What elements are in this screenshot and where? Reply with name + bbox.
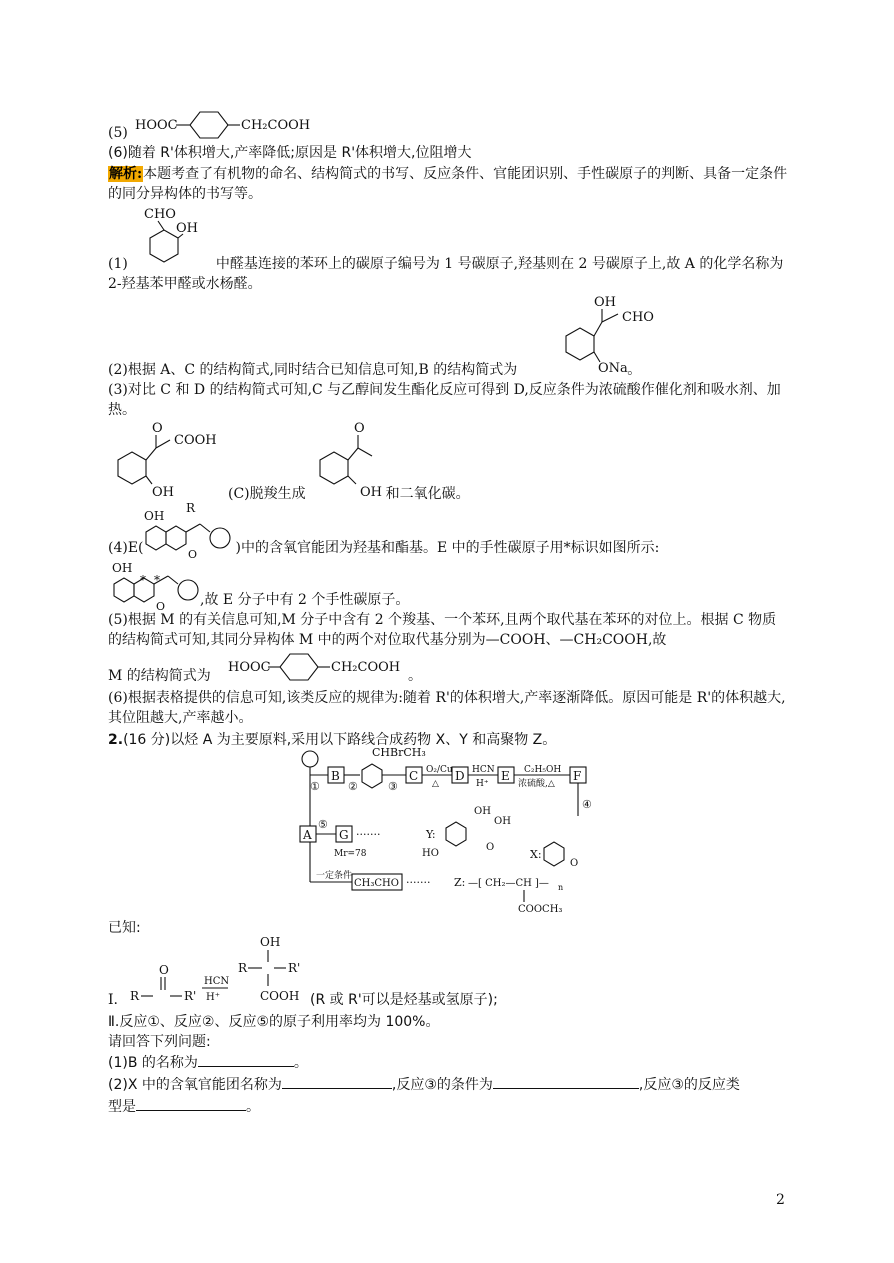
analysis-2 xyxy=(108,360,641,380)
c-oh-text: OH xyxy=(152,485,174,500)
chiral-star-2: * xyxy=(154,573,160,587)
p4-text: )中的含氧官能团为羟基和酯基。E 中的手性碳原子用*标识如图所示: xyxy=(235,540,660,556)
question-2 xyxy=(108,730,556,750)
known-reaction-i xyxy=(108,930,328,1010)
ask-2-end: 。 xyxy=(246,1099,260,1115)
hplus-scheme: H⁺ xyxy=(476,779,489,789)
delta-1: △ xyxy=(432,779,439,789)
scheme-d: D xyxy=(455,769,465,783)
p3b-mid: (C)脱羧生成 xyxy=(228,486,306,502)
reaction-4: ④ xyxy=(582,798,592,811)
condition-text: 一定条件 xyxy=(316,871,353,881)
ask-2a: (2)X 中的含氧官能团名称为 xyxy=(108,1077,282,1093)
synthesis-scheme xyxy=(290,748,620,918)
z-label: Z: xyxy=(454,876,466,889)
analysis-4 xyxy=(108,538,788,558)
oh-text: OH xyxy=(176,221,198,236)
analysis-3b xyxy=(228,484,470,504)
ask-1-end: 。 xyxy=(293,1055,308,1071)
m-hooc-text: HOOC xyxy=(228,660,271,675)
analysis-5b-end: 。 xyxy=(408,668,422,684)
z-n: n xyxy=(558,883,564,892)
question-2-number: 2. xyxy=(108,732,124,748)
ki-rprime2-text: R' xyxy=(288,961,301,975)
hooc-text: HOOC xyxy=(135,118,178,133)
answer-blank-1[interactable] xyxy=(198,1052,294,1067)
answer-blank-2[interactable] xyxy=(282,1074,392,1089)
c-cooh-text: COOH xyxy=(174,433,217,448)
e2-oh-text: OH xyxy=(112,561,133,575)
analysis-1 xyxy=(108,254,788,294)
x-label: X: xyxy=(530,848,542,861)
reaction-2: ② xyxy=(348,780,358,793)
analysis-3: (3)对比 C 和 D 的结构简式可知,C 与乙醇间发生酯化反应可得到 D,反应条件为浓硫酸作催化剂和吸水剂、加热。 xyxy=(108,382,781,418)
ask-2b: ,反应③的条件为 xyxy=(391,1077,493,1093)
analysis-5b: M 的结构简式为 xyxy=(108,668,211,684)
answer-6: (6)随着 R'体积增大,产率降低;原因是 R'体积增大,位阻增大 xyxy=(108,145,472,161)
b-cho-text: CHO xyxy=(622,310,654,325)
structure-e-chiral xyxy=(108,558,208,614)
b-oh-text: OH xyxy=(594,295,616,310)
ki-r2-text: R xyxy=(238,961,248,975)
ch3cho-text: CH₃CHO xyxy=(354,878,399,889)
p1-label: (1) xyxy=(108,256,128,272)
e-r-text: R xyxy=(186,501,196,515)
y-oh2-text: OH xyxy=(494,816,511,827)
answer-5-label: (5) xyxy=(108,125,128,141)
known-i-label: Ⅰ. xyxy=(108,992,118,1008)
cooch3-text: COOCH₃ xyxy=(518,904,563,915)
known-ii: Ⅱ.反应①、反应②、反应⑤的原子利用率均为 100%。 xyxy=(108,1014,440,1030)
c2h5oh-text: C₂H₅OH xyxy=(524,765,562,775)
ask-2c: ,反应③的反应类 xyxy=(638,1077,740,1093)
scheme-f: F xyxy=(573,769,582,783)
x-o-text: O xyxy=(570,858,579,869)
y-ho-text: HO xyxy=(422,848,439,859)
y-oh1-text: OH xyxy=(474,806,491,817)
ki-cooh-text: COOH xyxy=(260,989,300,1003)
scheme-b: B xyxy=(331,769,340,783)
analysis-6: (6)根据表格提供的信息可知,该类反应的规律为:随着 R'的体积增大,产率逐渐降低。原因可能是 R'的体积越大,其位阻越大,产率越小。 xyxy=(108,690,786,726)
known-i-note: (R 或 R'可以是烃基或氢原子); xyxy=(310,992,498,1008)
dots-1: ······· xyxy=(356,828,381,841)
analysis-intro xyxy=(108,164,788,204)
y-o-text: O xyxy=(486,842,495,853)
chbrch3-text: CHBrCH₃ xyxy=(372,746,426,759)
ki-hplus-text: H⁺ xyxy=(206,992,220,1003)
c-o-text: O xyxy=(152,421,163,436)
p1-text: 中醛基连接的苯环上的碳原子编号为 1 号碳原子,羟基则在 2 号碳原子上,故 A 的化学名称为 2-羟基苯甲醛或水杨醛。 xyxy=(108,256,784,292)
ask-2d: 型是 xyxy=(108,1099,136,1115)
ona-text: ONa xyxy=(598,361,628,376)
ki-rprime-text: R' xyxy=(184,989,197,1003)
scheme-e: E xyxy=(501,769,510,783)
e-o-text: O xyxy=(188,548,198,561)
analysis-4b: ,故 E 分子中有 2 个手性碳原子。 xyxy=(200,592,410,608)
answer-blank-3[interactable] xyxy=(493,1074,639,1089)
ki-r-text: R xyxy=(130,989,140,1003)
ask-2-cont xyxy=(108,1096,260,1117)
known-label: 已知: xyxy=(108,920,141,936)
ki-oh-text: OH xyxy=(260,935,281,949)
analysis-tag: 解析: xyxy=(109,166,143,182)
m-ch2cooh-text: CH₂COOH xyxy=(331,660,401,675)
scheme-g: G xyxy=(339,828,349,842)
scheme-a: A xyxy=(303,828,312,842)
ch2cooh-text: CH₂COOH xyxy=(241,118,311,133)
ask-intro: 请回答下列问题: xyxy=(108,1034,211,1050)
h2so4-text: 浓硫酸,△ xyxy=(518,779,555,789)
analysis-5: (5)根据 M 的有关信息可知,M 分子中含有 2 个羧基、一个苯环,且两个取代基在苯环的对位上。根据 C 物质的结构简式可知,其同分异构体 M 中的两个对位取代基分别为—COOH、—CH₂COOH,故 xyxy=(108,612,777,648)
reaction-1: ① xyxy=(310,780,320,793)
answer-blank-4[interactable] xyxy=(136,1096,246,1111)
ask-1-text: (1)B 的名称为 xyxy=(108,1055,198,1071)
e2-o-text: O xyxy=(156,600,166,613)
chiral-star-1: * xyxy=(140,573,146,587)
ask-1 xyxy=(108,1052,308,1073)
structure-m-answer xyxy=(130,108,350,142)
o2cu-text: O₂/Cu xyxy=(426,765,453,775)
mr-text: Mr=78 xyxy=(334,849,367,859)
e-oh-text: OH xyxy=(144,509,165,523)
y-label: Y: xyxy=(426,828,436,841)
structure-m xyxy=(226,650,426,684)
structure-c xyxy=(108,420,218,502)
p4-pre: (4)E( xyxy=(108,540,144,556)
cho-text: CHO xyxy=(144,207,176,222)
page-number: 2 xyxy=(776,1192,785,1208)
p3b-end: 和二氧化碳。 xyxy=(385,486,470,502)
ki-hcn-text: HCN xyxy=(204,976,230,987)
hcn-scheme: HCN xyxy=(472,765,495,775)
question-2-text: (16 分)以烃 A 为主要原料,采用以下路线合成药物 X、Y 和高聚物 Z。 xyxy=(123,732,557,748)
dots-2: ······· xyxy=(406,876,431,889)
p2-text: (2)根据 A、C 的结构简式,同时结合已知信息可知,B 的结构简式为 xyxy=(108,362,518,378)
reaction-3: ③ xyxy=(388,780,398,793)
ask-2 xyxy=(108,1074,740,1095)
analysis-intro-text: 本题考查了有机物的命名、结构简式的书写、反应条件、官能团识别、手性碳原子的判断、具备一定条件的同分异构体的书写等。 xyxy=(108,166,788,202)
d-oh-text: OH xyxy=(360,485,382,500)
reaction-5: ⑤ xyxy=(318,818,328,831)
scheme-c: C xyxy=(409,769,419,783)
p2-end: 。 xyxy=(627,362,642,378)
d-o-text: O xyxy=(354,421,365,436)
ki-o-text: O xyxy=(159,963,169,977)
z-chain: —[ CH₂—CH ]— xyxy=(468,878,549,889)
